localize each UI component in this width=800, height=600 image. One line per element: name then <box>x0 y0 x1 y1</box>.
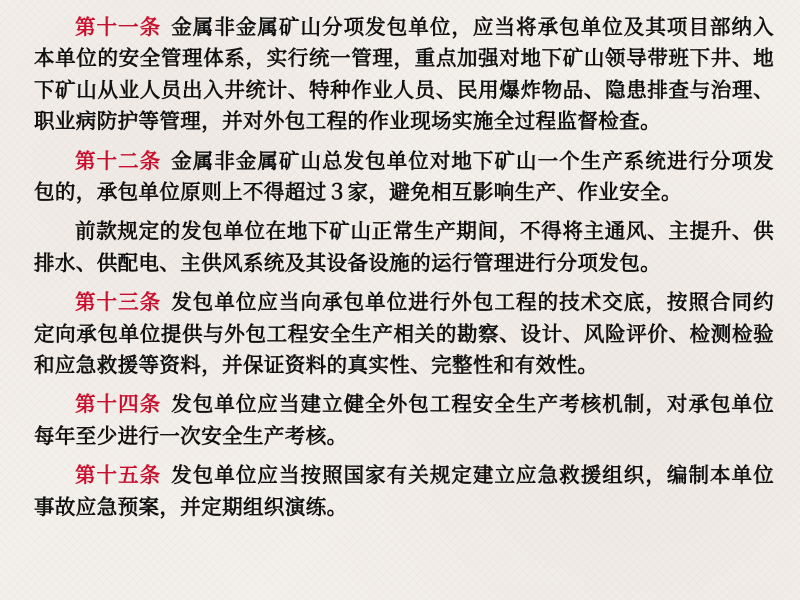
article-body: 发包单位应当建立健全外包工程安全生产考核机制，对承包单位每年至少进行一次安全生产考核。 <box>34 392 774 448</box>
article-label: 第十三条 <box>75 290 162 315</box>
article-body: 发包单位应当按照国家有关规定建立应急救援组织，编制本单位事故应急预案，并定期组织演练。 <box>34 463 774 519</box>
article-body: 金属非金属矿山总发包单位对地下矿山一个生产系统进行分项发包的，承包单位原则上不得超过３家，避免相互影响生产、作业安全。 <box>34 148 774 205</box>
regulation-text-block <box>34 12 774 523</box>
article-body: 发包单位应当向承包单位进行外包工程的技术交底，按照合同约定向承包单位提供与外包工程安全生产相关的勘察、设计、风险评价、检测检验和应急救援等资料，并保证资料的真实性、完整性和有效性。 <box>34 290 774 378</box>
paragraph-article-12 <box>34 146 774 209</box>
paragraph-article-12-clause-2 <box>34 216 774 279</box>
article-body: 前款规定的发包单位在地下矿山正常生产期间，不得将主通风、主提升、供排水、供配电、主供风系统及其设备设施的运行管理进行分项发包。 <box>34 219 774 275</box>
paragraph-article-15 <box>34 460 774 523</box>
article-body: 金属非金属矿山分项发包单位，应当将承包单位及其项目部纳入本单位的安全管理体系，实行统一管理，重点加强对地下矿山领导带班下井、地下矿山从业人员出入井统计、特种作业人员、民用爆炸物品、隐患排查与治理、职业病防护等管理，并对外包工程的作业现场实施全过程监督检查。 <box>34 15 774 134</box>
article-label: 第十一条 <box>75 15 162 39</box>
article-label: 第十四条 <box>75 392 162 417</box>
paragraph-article-13 <box>34 287 774 381</box>
article-label: 第十二条 <box>75 148 162 173</box>
paragraph-article-14 <box>34 389 774 452</box>
paragraph-article-11 <box>34 12 774 138</box>
article-label: 第十五条 <box>75 463 162 488</box>
